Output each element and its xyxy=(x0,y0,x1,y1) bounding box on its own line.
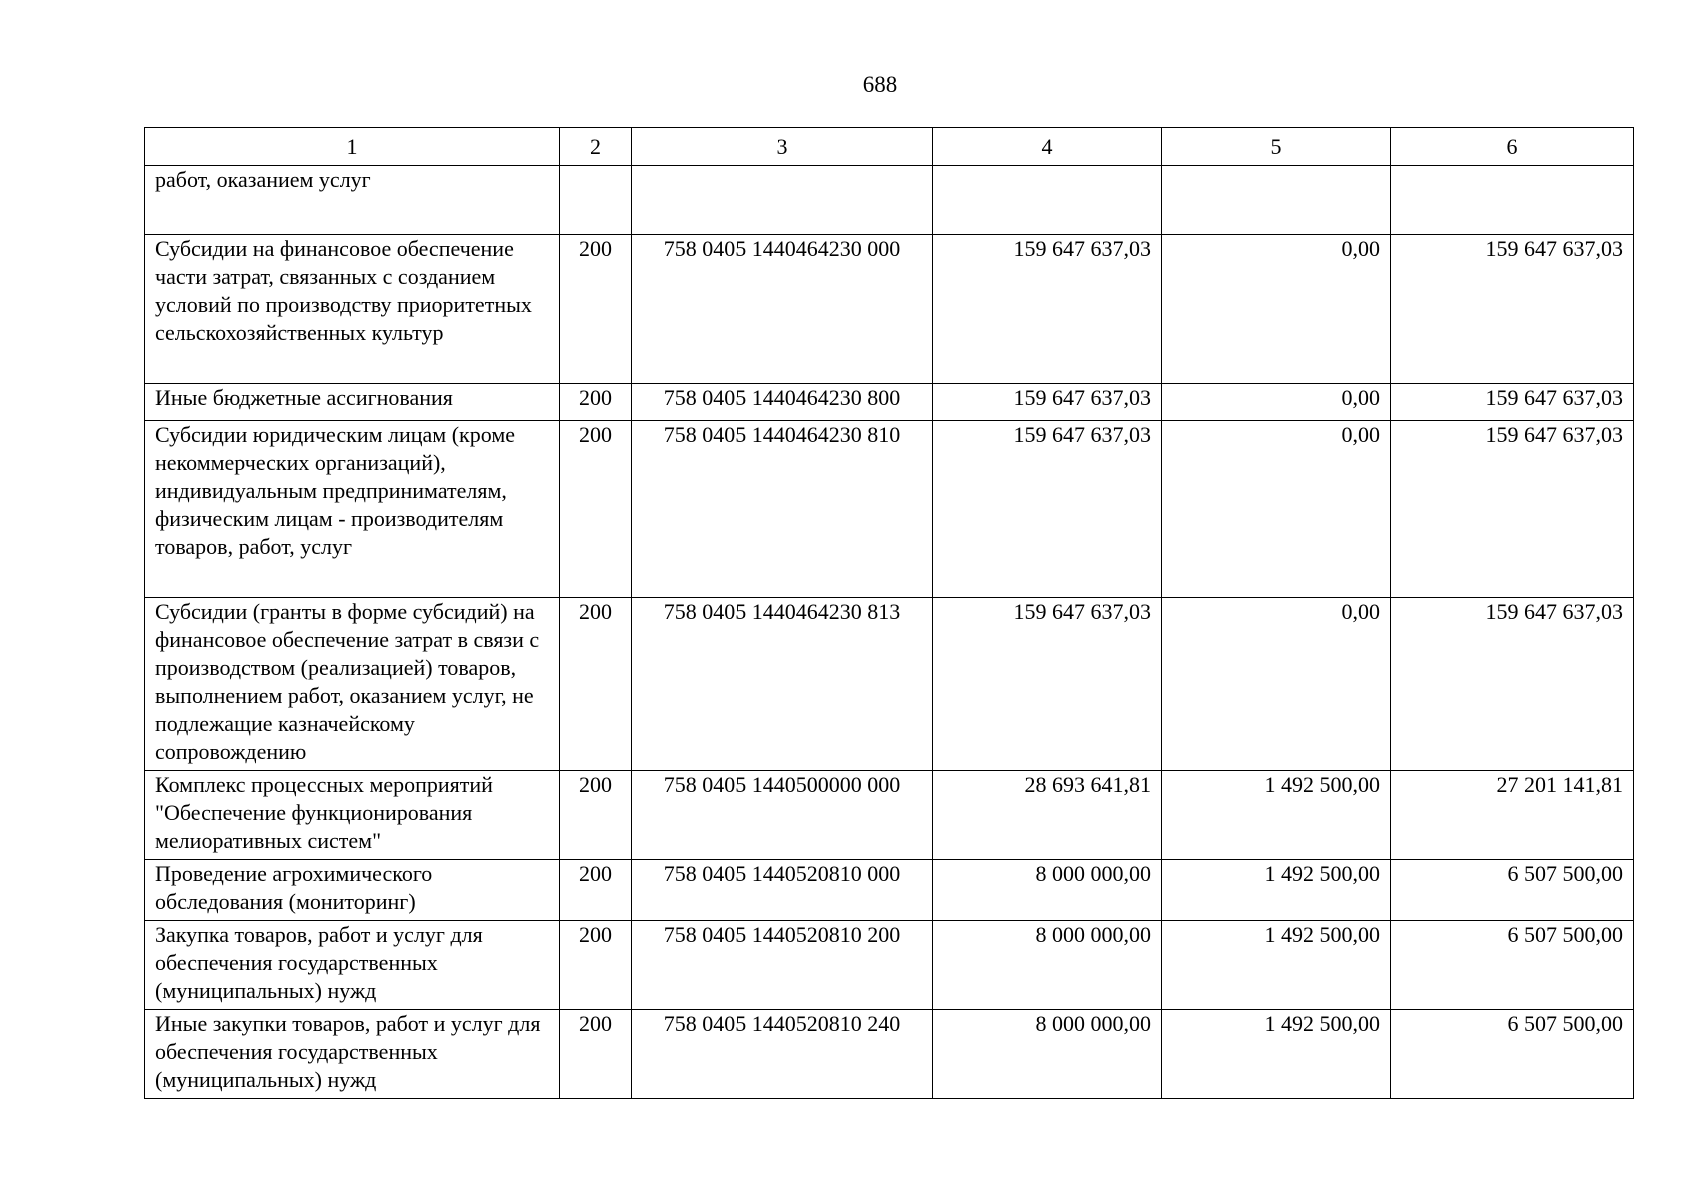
column-5-value: 1 492 500,00 xyxy=(1162,860,1391,921)
column-5-value: 0,00 xyxy=(1162,384,1391,421)
budget-code-cell: 758 0405 1440520810 200 xyxy=(632,921,933,1010)
column-6-value: 6 507 500,00 xyxy=(1391,921,1634,1010)
budget-code-cell: 758 0405 1440464230 000 xyxy=(632,235,933,384)
admin-code-cell: 200 xyxy=(560,860,632,921)
admin-code-cell xyxy=(560,166,632,235)
column-4-value xyxy=(933,166,1162,235)
admin-code-cell: 200 xyxy=(560,235,632,384)
row-name-cell: Иные бюджетные ассигнования xyxy=(145,384,560,421)
table-row xyxy=(145,235,1634,384)
column-5-value: 0,00 xyxy=(1162,421,1391,598)
page-number: 688 xyxy=(862,72,898,97)
column-5-value: 0,00 xyxy=(1162,235,1391,384)
budget-code-cell: 758 0405 1440464230 813 xyxy=(632,598,933,771)
column-4-value: 8 000 000,00 xyxy=(933,1010,1162,1099)
row-name-cell: работ, оказанием услуг xyxy=(145,166,560,235)
column-6-value: 159 647 637,03 xyxy=(1391,421,1634,598)
admin-code-cell: 200 xyxy=(560,1010,632,1099)
column-4-value: 8 000 000,00 xyxy=(933,921,1162,1010)
table-row xyxy=(145,166,1634,235)
column-6-value: 27 201 141,81 xyxy=(1391,771,1634,860)
budget-code-cell: 758 0405 1440520810 000 xyxy=(632,860,933,921)
row-name-cell: Субсидии на финансовое обеспечение части затрат, связанных с созданием условий по производству приоритетных сельскохозяйственных культур xyxy=(145,235,560,384)
table-row xyxy=(145,1010,1634,1099)
admin-code-cell: 200 xyxy=(560,421,632,598)
column-5-value: 1 492 500,00 xyxy=(1162,921,1391,1010)
column-5-value xyxy=(1162,166,1391,235)
table-row xyxy=(145,860,1634,921)
row-name-cell: Закупка товаров, работ и услуг для обеспечения государственных (муниципальных) нужд xyxy=(145,921,560,1010)
column-6-value: 6 507 500,00 xyxy=(1391,1010,1634,1099)
column-6-value: 159 647 637,03 xyxy=(1391,598,1634,771)
column-4-value: 8 000 000,00 xyxy=(933,860,1162,921)
table-row xyxy=(145,921,1634,1010)
admin-code-cell: 200 xyxy=(560,384,632,421)
table-header-row xyxy=(145,128,1634,166)
column-4-value: 159 647 637,03 xyxy=(933,421,1162,598)
table-row xyxy=(145,598,1634,771)
table-row xyxy=(145,771,1634,860)
row-name-cell: Субсидии (гранты в форме субсидий) на финансовое обеспечение затрат в связи с производством (реализацией) товаров, выполнением работ, оказанием услуг, не подлежащие казначейскому сопровождению xyxy=(145,598,560,771)
column-6-value xyxy=(1391,166,1634,235)
column-header-6: 6 xyxy=(1391,128,1634,166)
column-5-value: 1 492 500,00 xyxy=(1162,1010,1391,1099)
column-header-3: 3 xyxy=(632,128,933,166)
admin-code-cell: 200 xyxy=(560,921,632,1010)
column-4-value: 159 647 637,03 xyxy=(933,235,1162,384)
column-6-value: 159 647 637,03 xyxy=(1391,235,1634,384)
column-6-value: 159 647 637,03 xyxy=(1391,384,1634,421)
admin-code-cell: 200 xyxy=(560,771,632,860)
budget-code-cell: 758 0405 1440520810 240 xyxy=(632,1010,933,1099)
column-5-value: 1 492 500,00 xyxy=(1162,771,1391,860)
table-row xyxy=(145,421,1634,598)
row-name-cell: Иные закупки товаров, работ и услуг для обеспечения государственных (муниципальных) нужд xyxy=(145,1010,560,1099)
column-header-4: 4 xyxy=(933,128,1162,166)
column-4-value: 28 693 641,81 xyxy=(933,771,1162,860)
table-row xyxy=(145,384,1634,421)
row-name-cell: Проведение агрохимического обследования (мониторинг) xyxy=(145,860,560,921)
budget-code-cell xyxy=(632,166,933,235)
row-name-cell: Комплекс процессных мероприятий "Обеспечение функционирования мелиоративных систем" xyxy=(145,771,560,860)
column-header-5: 5 xyxy=(1162,128,1391,166)
budget-code-cell: 758 0405 1440464230 810 xyxy=(632,421,933,598)
column-4-value: 159 647 637,03 xyxy=(933,598,1162,771)
column-6-value: 6 507 500,00 xyxy=(1391,860,1634,921)
row-name-cell: Субсидии юридическим лицам (кроме некоммерческих организаций), индивидуальным предпринимателям, физическим лицам - производителям товаров, работ, услуг xyxy=(145,421,560,598)
budget-code-cell: 758 0405 1440464230 800 xyxy=(632,384,933,421)
column-header-2: 2 xyxy=(560,128,632,166)
budget-table xyxy=(144,127,1634,1099)
admin-code-cell: 200 xyxy=(560,598,632,771)
column-4-value: 159 647 637,03 xyxy=(933,384,1162,421)
budget-code-cell: 758 0405 1440500000 000 xyxy=(632,771,933,860)
column-5-value: 0,00 xyxy=(1162,598,1391,771)
column-header-1: 1 xyxy=(145,128,560,166)
